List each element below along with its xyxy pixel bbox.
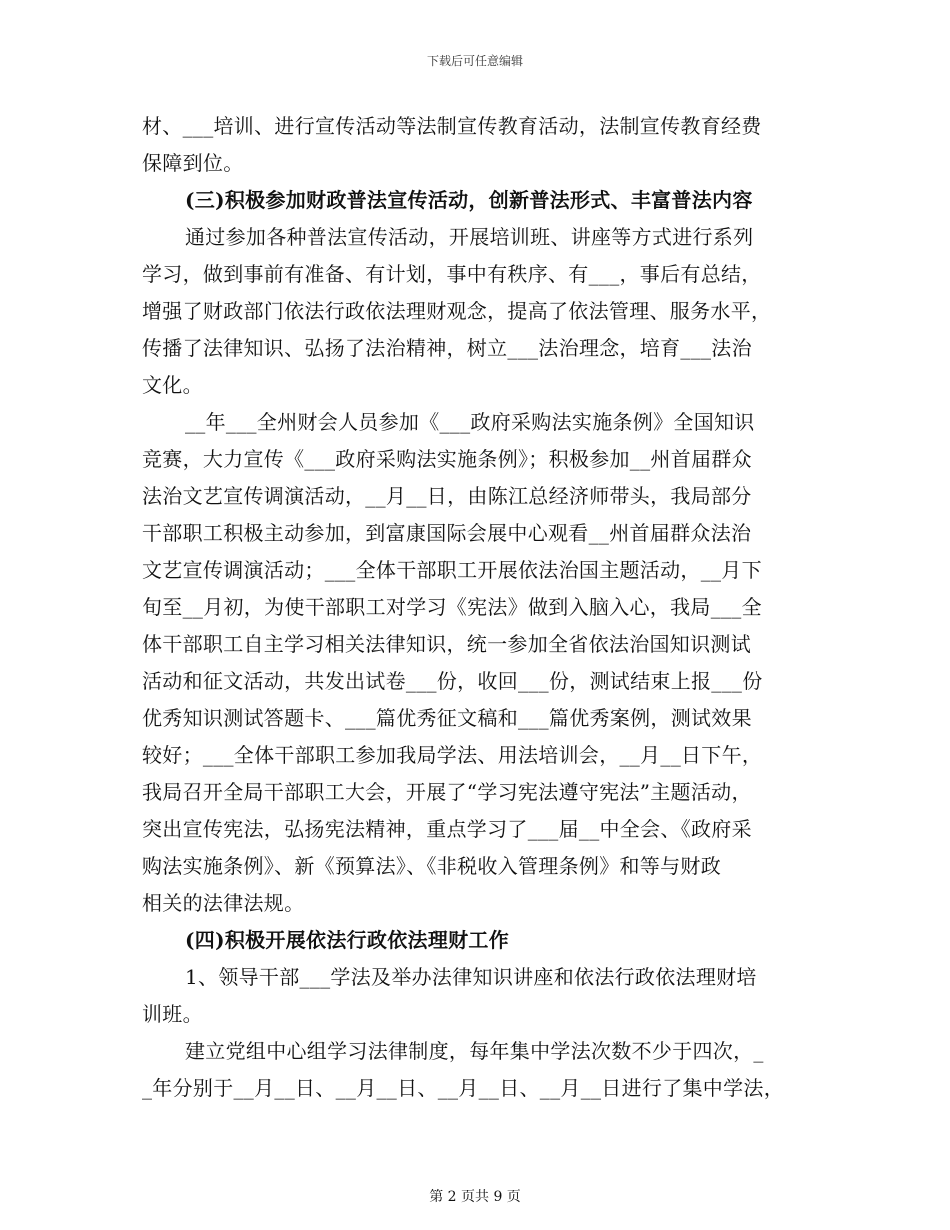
- text-line: 训班。: [142, 1002, 203, 1026]
- text-line: 材、___培训、进行宣传活动等法制宣传教育活动，法制宣传教育经费: [142, 114, 762, 138]
- section-heading: (三)积极参加财政普法宣传活动，创新普法形式、丰富普法内容: [185, 188, 753, 212]
- page-header: 下载后可任意编辑: [426, 54, 523, 68]
- text-line: 法治文艺宣传调演活动，__月__日，由陈江总经济师带头，我局部分: [142, 484, 752, 508]
- text-line: 优秀知识测试答题卡、___篇优秀征文稿和___篇优秀案例，测试效果: [142, 706, 752, 730]
- text-line: 文化。: [142, 373, 203, 397]
- text-line: 通过参加各种普法宣传活动，开展培训班、讲座等方式进行系列: [185, 225, 754, 249]
- text-line: 活动和征文活动，共发出试卷___份，收回___份，测试结束上报___份: [142, 669, 763, 693]
- text-line: 建立党组中心组学习法律制度，每年集中学法次数不少于四次，_: [185, 1039, 764, 1063]
- text-line: 文艺宣传调演活动；___全体干部职工开展依法治国主题活动，__月下: [142, 558, 762, 582]
- text-line: 1、领导干部___学法及举办法律知识讲座和依法行政依法理财培: [185, 965, 757, 989]
- text-line: 旬至__月初，为使干部职工对学习《宪法》做到入脑入心，我局___全: [142, 595, 762, 619]
- page-footer: 第 2 页共 9 页: [429, 1189, 521, 1205]
- text-line: 学习，做到事前有准备、有计划，事中有秩序、有___，事后有总结，: [142, 262, 762, 286]
- text-line: __年___全州财会人员参加《___政府采购法实施条例》全国知识: [185, 410, 755, 434]
- page-body: [142, 108, 812, 1107]
- text-line: 较好；___全体干部职工参加我局学法、用法培训会，__月__日下午，: [142, 743, 763, 767]
- text-line: 我局召开全局干部职工大会，开展了“学习宪法遵守宪法”主题活动，: [142, 780, 752, 804]
- text-line: 相关的法律法规。: [142, 891, 305, 915]
- text-line: 突出宣传宪法，弘扬宪法精神，重点学习了___届__中全会、《政府采: [142, 817, 752, 841]
- text-line: 保障到位。: [142, 151, 244, 175]
- section-heading: (四)积极开展依法行政依法理财工作: [185, 928, 510, 952]
- text-line: 体干部职工自主学习相关法律知识，统一参加全省依法治国知识测试: [142, 632, 751, 656]
- text-line: 干部职工积极主动参加，到富康国际会展中心观看__州首届群众法治: [142, 521, 752, 545]
- text-line: 竞赛，大力宣传《___政府采购法实施条例》；积极参加__州首届群众: [142, 447, 752, 471]
- text-line: _年分别于__月__日、__月__日、__月__日、__月__日进行了集中学法，: [142, 1076, 784, 1100]
- text-line: 传播了法律知识、弘扬了法治精神，树立___法治理念，培育___法治: [142, 336, 752, 360]
- text-line: 增强了财政部门依法行政依法理财观念，提高了依法管理、服务水平，: [142, 299, 772, 323]
- text-line: 购法实施条例》、新《预算法》、《非税收入管理条例》和等与财政: [142, 854, 721, 878]
